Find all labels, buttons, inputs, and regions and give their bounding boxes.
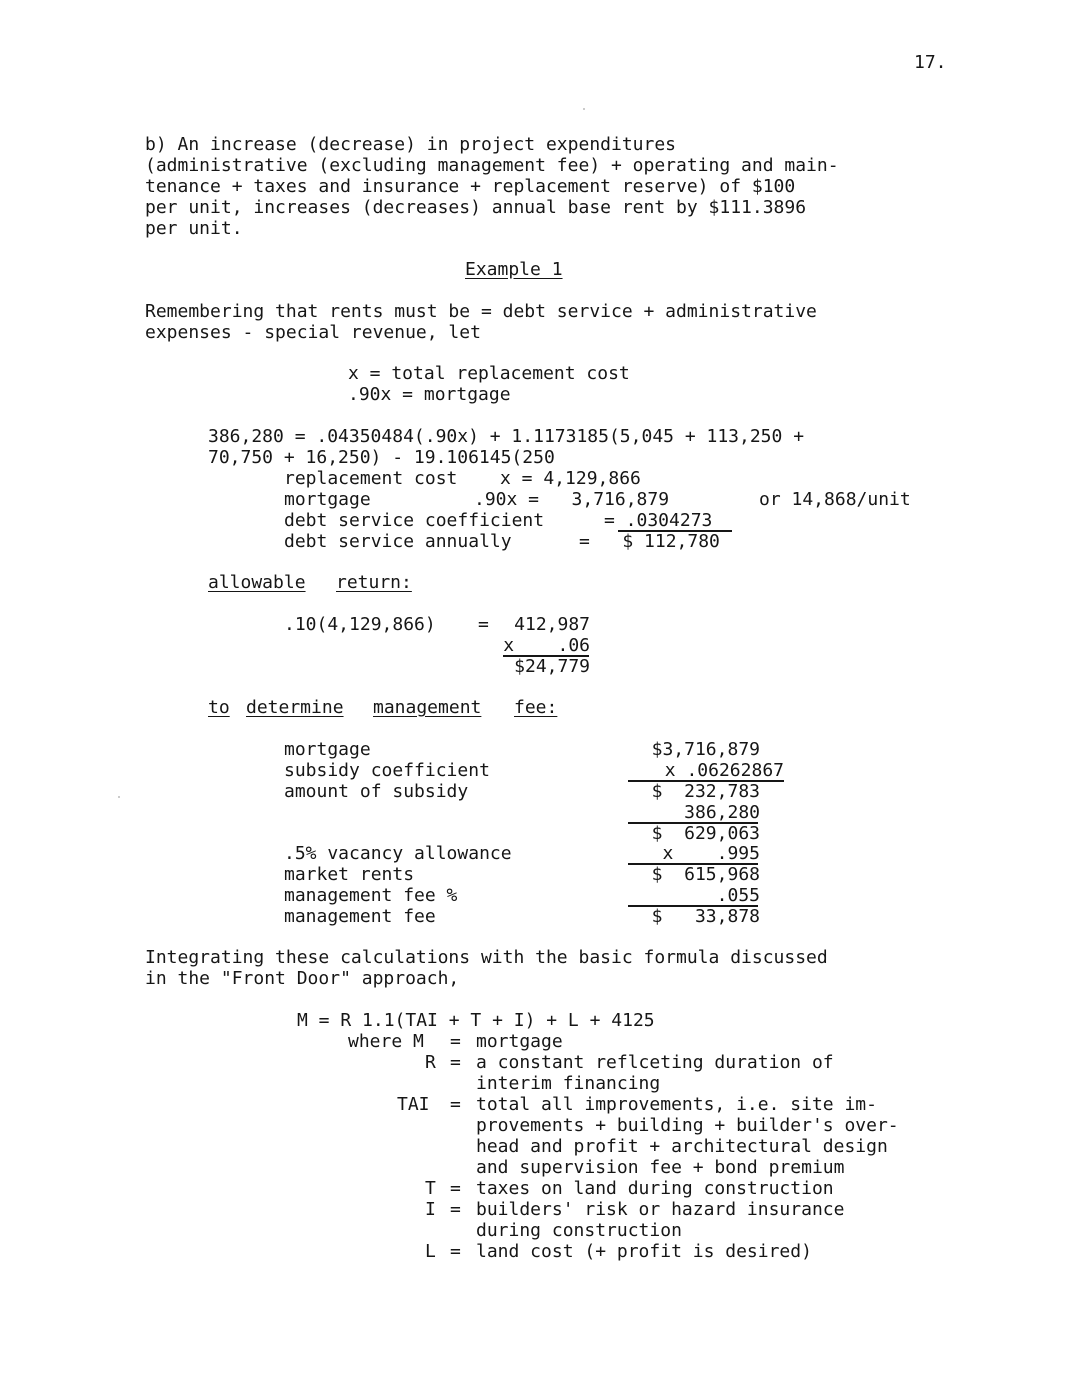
example-heading: Example 1 bbox=[465, 259, 563, 280]
result-label: replacement cost bbox=[284, 468, 458, 489]
mgmt-label: management fee bbox=[284, 906, 436, 927]
equation-line: 70,750 + 16,250) - 19.106145(250 bbox=[208, 447, 555, 468]
def-text: taxes on land during construction bbox=[476, 1178, 834, 1199]
def-text: and supervision fee + bond premium bbox=[476, 1157, 845, 1178]
mgmt-value: 386,280 bbox=[684, 802, 760, 823]
scan-speck bbox=[583, 108, 585, 110]
def-symbol: L bbox=[425, 1241, 436, 1262]
paragraph-line: (administrative (excluding management fee) + operating and main- bbox=[145, 155, 839, 176]
def-equals: = bbox=[450, 1199, 461, 1220]
def-symbol: I bbox=[425, 1199, 436, 1220]
result-label: debt service coefficient bbox=[284, 510, 545, 531]
mgmt-value: $3,716,879 bbox=[651, 739, 760, 760]
def-text: interim financing bbox=[476, 1073, 661, 1094]
formula: M = R 1.1(TAI + T + I) + L + 4125 bbox=[297, 1010, 655, 1031]
def-equals: = bbox=[450, 1241, 461, 1262]
def-text: head and profit + architectural design bbox=[476, 1136, 888, 1157]
page-number: 17. bbox=[914, 52, 947, 73]
mgmt-value: x .06262867 bbox=[664, 760, 784, 781]
allowable-heading-word: allowable bbox=[208, 572, 306, 593]
paragraph-line: tenance + taxes and insurance + replacement reserve) of $100 bbox=[145, 176, 796, 197]
definition-line: x = total replacement cost bbox=[348, 363, 630, 384]
mgmt-value: .055 bbox=[716, 885, 760, 906]
paragraph-line: per unit, increases (decreases) annual base rent by $111.3896 bbox=[145, 197, 807, 218]
result-expression: .90x = 3,716,879 bbox=[474, 489, 670, 510]
paragraph-line: in the "Front Door" approach, bbox=[145, 968, 460, 989]
allowable-expression: .10(4,129,866) bbox=[284, 614, 436, 635]
def-text: provements + building + builder's over- bbox=[476, 1115, 899, 1136]
equation-line: 386,280 = .04350484(.90x) + 1.1173185(5,045 + 113,250 + bbox=[208, 426, 805, 447]
def-symbol: R bbox=[425, 1052, 436, 1073]
def-symbol: where M bbox=[348, 1031, 424, 1052]
def-text: mortgage bbox=[476, 1031, 563, 1052]
allowable-heading-word: return: bbox=[336, 572, 412, 593]
mgmt-label: market rents bbox=[284, 864, 415, 885]
paragraph-line: expenses - special revenue, let bbox=[145, 322, 481, 343]
paragraph-line: Remembering that rents must be = debt service + administrative bbox=[145, 301, 817, 322]
mgmt-value: $ 615,968 bbox=[651, 864, 760, 885]
paragraph-line: b) An increase (decrease) in project expenditures bbox=[145, 134, 677, 155]
def-equals: = bbox=[450, 1052, 461, 1073]
mgmt-heading-word: fee: bbox=[514, 697, 558, 718]
result-expression: = .0304273 bbox=[604, 510, 713, 531]
allowable-value: 412,987 bbox=[514, 614, 590, 635]
mgmt-heading-word: to bbox=[208, 697, 230, 718]
mgmt-value: $ 629,063 bbox=[651, 823, 760, 844]
mgmt-value: $ 33,878 bbox=[651, 906, 760, 927]
def-equals: = bbox=[450, 1178, 461, 1199]
result-extra: or 14,868/unit bbox=[759, 489, 911, 510]
def-equals: = bbox=[450, 1031, 461, 1052]
mgmt-label: subsidy coefficient bbox=[284, 760, 490, 781]
mgmt-label: management fee % bbox=[284, 885, 458, 906]
definition-line: .90x = mortgage bbox=[348, 384, 511, 405]
result-expression: = $ 112,780 bbox=[579, 531, 720, 552]
mgmt-label: amount of subsidy bbox=[284, 781, 469, 802]
result-label: mortgage bbox=[284, 489, 371, 510]
result-expression: x = 4,129,866 bbox=[500, 468, 641, 489]
def-text: builders' risk or hazard insurance bbox=[476, 1199, 845, 1220]
def-equals: = bbox=[450, 1094, 461, 1115]
equals-sign: = bbox=[478, 614, 489, 635]
def-text: during construction bbox=[476, 1220, 682, 1241]
allowable-result: $24,779 bbox=[514, 656, 590, 677]
def-text: land cost (+ profit is desired) bbox=[476, 1241, 812, 1262]
mgmt-heading-word: management bbox=[373, 697, 482, 718]
def-text: total all improvements, i.e. site im- bbox=[476, 1094, 877, 1115]
paragraph-line: Integrating these calculations with the basic formula discussed bbox=[145, 947, 828, 968]
paragraph-line: per unit. bbox=[145, 218, 243, 239]
mgmt-label: .5% vacancy allowance bbox=[284, 843, 512, 864]
mgmt-heading-word: determine bbox=[246, 697, 344, 718]
mgmt-value: $ 232,783 bbox=[651, 781, 760, 802]
def-text: a constant reflceting duration of bbox=[476, 1052, 834, 1073]
mgmt-label: mortgage bbox=[284, 739, 371, 760]
scan-speck bbox=[118, 796, 120, 798]
def-symbol: T bbox=[425, 1178, 436, 1199]
def-symbol: TAI bbox=[397, 1094, 430, 1115]
mgmt-value: x .995 bbox=[662, 843, 760, 864]
result-label: debt service annually bbox=[284, 531, 512, 552]
allowable-rate: x .06 bbox=[503, 635, 590, 656]
